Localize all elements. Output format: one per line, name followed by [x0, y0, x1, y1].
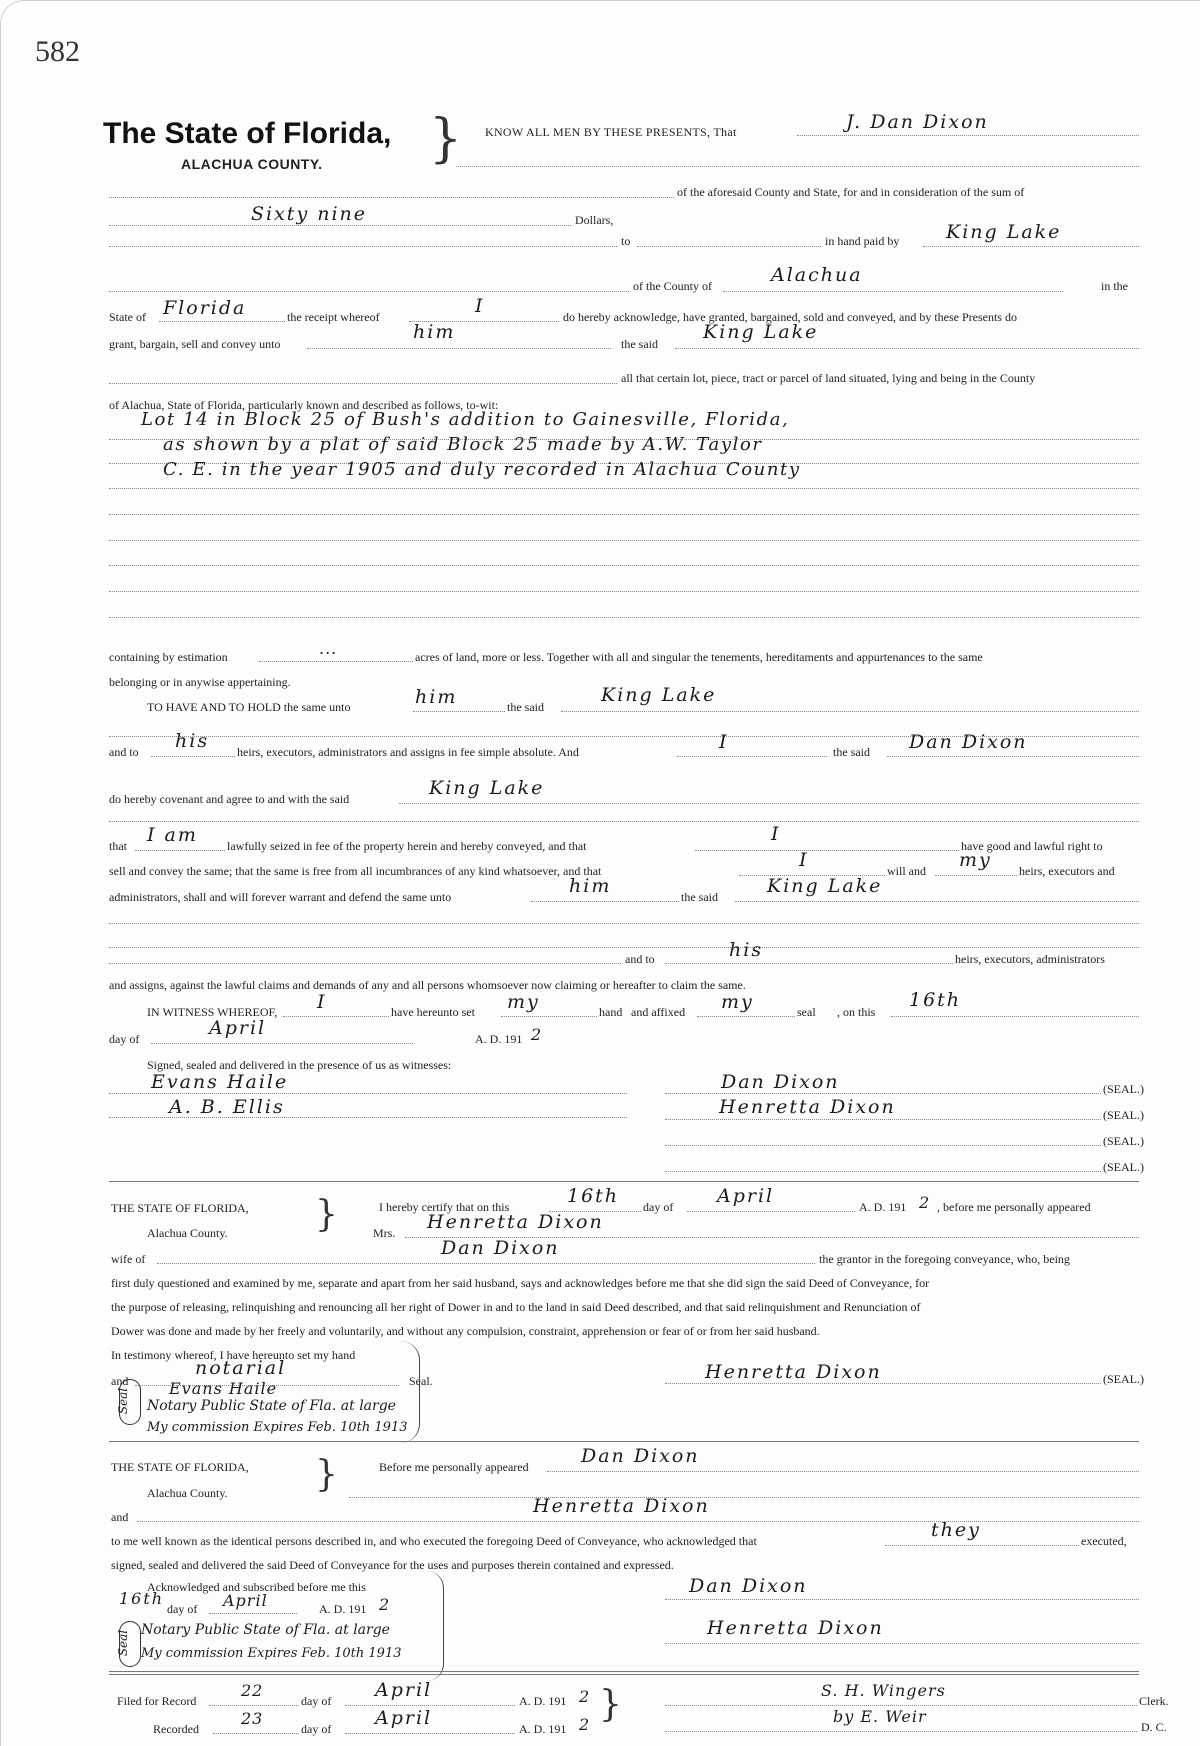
witness-year-hw: 2: [531, 1025, 543, 1044]
ack1-before: , before me personally appeared: [937, 1200, 1091, 1214]
rec-year-hw: 2: [579, 1715, 591, 1734]
ack2-executed: executed,: [1081, 1534, 1127, 1548]
ack2-notary-1-hw: Notary Public State of Fla. at large: [141, 1622, 390, 1638]
day-of-text: day of: [109, 1032, 140, 1046]
signer-1-line: [665, 1093, 1101, 1094]
desc-rule-4: [109, 514, 1139, 515]
seized-text: lawfully seized in fee of the property herein and hereby conveyed, and that: [227, 839, 587, 853]
and-affixed-text: and affixed: [631, 1005, 686, 1019]
his-line-1: [151, 756, 235, 757]
ack2-day-of: day of: [167, 1602, 198, 1616]
heirs-exec-text: heirs, executors and: [1019, 864, 1115, 878]
know-all-text: KNOW ALL MEN BY THESE PRESENTS, That: [485, 125, 737, 139]
desc-rule-6: [109, 565, 1139, 566]
on-this-text: , on this: [837, 1005, 876, 1019]
the-said-text-1: the said: [621, 337, 658, 351]
ack2-and: and: [111, 1510, 129, 1524]
him-hw-1: him: [415, 686, 458, 708]
desc-rule-8: [109, 617, 1139, 618]
page-number: 582: [35, 35, 80, 68]
ack2-rule-1: [349, 1497, 1139, 1498]
to-line-b: [637, 246, 821, 247]
him-line-2: [531, 901, 679, 902]
i-line-1: [677, 756, 827, 757]
filed-day-of: day of: [301, 1694, 332, 1708]
grantee-hw-2: King Lake: [601, 684, 717, 706]
ack1-body-1: first duly questioned and examined by me, separate and apart from her said husband, says and acknowledges before me that she did sign the said Deed of Conveyance, for: [111, 1276, 930, 1290]
and-to-text-1: and to: [109, 745, 139, 759]
estimation-text: containing by estimation: [109, 650, 228, 664]
covenant-rule: [109, 821, 1139, 822]
unto-hw: him: [413, 321, 456, 343]
him-hw-2: him: [569, 875, 612, 897]
state-hw: Florida: [163, 297, 247, 319]
seal-word-text: seal: [797, 1005, 816, 1019]
ack1-seal-word: Seal.: [409, 1374, 433, 1388]
desc-line-3-hw: C. E. in the year 1905 and duly recorded in Alachua County: [163, 459, 801, 480]
ack2-signer-2-hw: Henretta Dixon: [707, 1617, 884, 1639]
ack1-notary-1-hw: Evans Haile: [169, 1379, 278, 1398]
unto-line: [307, 348, 611, 349]
i-hw-3: I: [799, 849, 809, 871]
filed-year-hw: 2: [579, 1687, 591, 1706]
ack1-wife-hw: Henretta Dixon: [427, 1211, 604, 1233]
county-title: ALACHUA COUNTY.: [181, 156, 323, 172]
witness-my-hw-2: my: [721, 991, 754, 1013]
described-text: of Alachua, State of Florida, particularly known and described as follows, to-wit:: [109, 398, 499, 412]
ack2-person1-line: [547, 1471, 1139, 1472]
ack1-seal-label: (SEAL.): [1103, 1372, 1144, 1386]
witness-my-line-2: [697, 1016, 795, 1017]
ack1-signer-hw: Henretta Dixon: [705, 1361, 882, 1383]
signer-2-line: [665, 1119, 1101, 1120]
ack1-month-line: [687, 1211, 855, 1212]
grantor-line: [797, 135, 1139, 136]
i-line-2: [695, 850, 959, 851]
ack2-seal-stamp-text: Seal: [116, 1629, 131, 1657]
covenant-text: do hereby covenant and agree to and with the said: [109, 792, 350, 806]
situated-text: all that certain lot, piece, tract or parcel of land situated, lying and being in the County: [621, 371, 1036, 385]
ack1-and: and: [111, 1374, 129, 1388]
witness-month-line: [151, 1043, 413, 1044]
to-text: to: [621, 234, 631, 248]
filed-month-line: [345, 1705, 515, 1706]
grantee-line-4: [735, 901, 1139, 902]
to-line-a: [109, 246, 617, 247]
ack1-state: THE STATE OF FLORIDA,: [111, 1201, 249, 1215]
ack1-signer-line: [665, 1383, 1101, 1384]
ack1-notary-2-hw: Notary Public State of Fla. at large: [147, 1398, 396, 1414]
seal-label-2: (SEAL.): [1103, 1108, 1144, 1122]
acres-text: acres of land, more or less. Together with all and singular the tenements, hereditaments and appurtenances to the same: [415, 650, 983, 664]
grantee-line-3: [399, 803, 1139, 804]
i-hw-1: I: [719, 731, 729, 753]
dollars-text: Dollars,: [575, 213, 614, 227]
signer-3-line: [665, 1145, 1101, 1146]
dc-text: D. C.: [1141, 1720, 1167, 1734]
ack2-signer-2-line: [665, 1643, 1139, 1644]
desc-rule-3: [109, 488, 1139, 489]
desc-line-1-hw: Lot 14 in Block 25 of Bush's addition to Gainesville, Florida,: [141, 409, 790, 430]
ack1-day-of: day of: [643, 1200, 674, 1214]
ack1-brace: }: [315, 1194, 338, 1235]
him-line-1: [413, 711, 505, 712]
his-hw-2: his: [729, 939, 764, 961]
ack1-notary-seal: [116, 1379, 141, 1425]
filed-day-hw: 22: [241, 1681, 264, 1700]
header-line-2: [456, 166, 1139, 167]
desc-rule-7: [109, 591, 1139, 592]
ack2-signer-1-hw: Dan Dixon: [689, 1575, 808, 1597]
and-to-text-2: and to: [625, 952, 655, 966]
ack2-they-line: [885, 1545, 1079, 1546]
ack1-notary-3-hw: My commission Expires Feb. 10th 1913: [147, 1420, 408, 1435]
ack1-grantor-text: the grantor in the foregoing conveyance, who, being: [819, 1252, 1070, 1266]
filed-ad: A. D. 191: [519, 1694, 567, 1708]
ack1-notarial-hw: notarial: [195, 1357, 287, 1379]
will-and-text: will and: [887, 864, 926, 878]
clerk-line: [665, 1705, 1137, 1706]
header-brace: }: [429, 109, 463, 169]
ack2-month-line: [209, 1613, 297, 1614]
sell-text: sell and convey the same; that the same is free from all incumbrances of any kind whatsoever, and that: [109, 864, 602, 878]
his-line-2: [665, 963, 953, 964]
grantor-line-2: [887, 756, 1139, 757]
i-am-hw: I am: [147, 824, 198, 846]
admin-rule-2: [109, 947, 1139, 948]
ack2-person1-hw: Dan Dixon: [581, 1445, 700, 1467]
seal-label-4: (SEAL.): [1103, 1160, 1144, 1174]
witness-day-hw: 16th: [909, 989, 962, 1011]
clerk-text: Clerk.: [1139, 1694, 1169, 1708]
rec-day-hw: 23: [241, 1709, 264, 1728]
section-divider-1: [109, 1181, 1139, 1182]
heirs-text: heirs, executors, administrators and assigns in fee simple absolute. And: [237, 745, 579, 759]
county-hw: Alachua: [771, 264, 863, 286]
in-hand-text: in hand paid by: [825, 234, 900, 248]
seal-label-1: (SEAL.): [1103, 1082, 1144, 1096]
i-am-line: [135, 850, 225, 851]
seal-label-3: (SEAL.): [1103, 1134, 1144, 1148]
rec-ad: A. D. 191: [519, 1722, 567, 1736]
rec-month-hw: April: [375, 1707, 433, 1729]
signer-4-line: [665, 1171, 1101, 1172]
assigns-text: and assigns, against the lawful claims and demands of any and all persons whomsoever now claiming or hereafter to claim the same.: [109, 978, 746, 992]
hand-text: hand: [599, 1005, 623, 1019]
situated-line: [109, 383, 617, 384]
county-line-a: [109, 291, 629, 292]
desc-rule-5: [109, 540, 1139, 541]
to-have-text: TO HAVE AND TO HOLD the same unto: [147, 700, 351, 714]
of-county-text: of the County of: [633, 279, 712, 293]
ack2-before: Before me personally appeared: [379, 1460, 529, 1474]
clerk-hw: S. H. Wingers: [821, 1681, 946, 1700]
hereunto-set-text: have hereunto set: [391, 1005, 475, 1019]
admin-text: administrators, shall and will forever warrant and defend the same unto: [109, 890, 452, 904]
grantor-hw-2: Dan Dixon: [909, 731, 1028, 753]
state-of-text: State of: [109, 310, 146, 324]
payer-line: [923, 246, 1139, 247]
signed-text: Signed, sealed and delivered in the presence of us as witnesses:: [147, 1058, 452, 1072]
grantor-pron-hw: I: [475, 295, 485, 317]
witness-ad-text: A. D. 191: [475, 1032, 523, 1046]
good-right-text: have good and lawful right to: [961, 839, 1103, 853]
ack2-paren: [427, 1571, 444, 1681]
heirs-exec-admin-text: heirs, executors, administrators: [955, 952, 1105, 966]
aforesaid-text: of the aforesaid County and State, for and in consideration of the sum of: [677, 185, 1025, 199]
ack2-person2-line: [137, 1521, 1139, 1522]
and-to-line-a: [109, 963, 621, 964]
filing-brace: }: [599, 1684, 622, 1725]
state-title: The State of Florida,: [103, 117, 392, 150]
ack1-seal-stamp-text: Seal: [116, 1387, 131, 1415]
ack1-certify-text: I hereby certify that on this: [379, 1200, 510, 1214]
ack1-month-hw: April: [717, 1185, 775, 1207]
grantee-line-1: [675, 348, 1139, 349]
grant-text: grant, bargain, sell and convey unto: [109, 337, 281, 351]
i-hw-2: I: [771, 823, 781, 845]
ack2-year-hw: 2: [379, 1595, 391, 1614]
ack2-they-hw: they: [931, 1519, 981, 1541]
acknowledge-text: do hereby acknowledge, have granted, bargained, sold and conveyed, and by these Presents do: [563, 310, 1017, 324]
the-said-text-4: the said: [681, 890, 718, 904]
witness-2-hw: A. B. Ellis: [169, 1096, 285, 1118]
admin-rule-1: [109, 923, 1139, 924]
dc-line: [665, 1731, 1137, 1732]
ack2-day-hw: 16th: [119, 1589, 165, 1608]
ack2-notary-seal: [116, 1621, 141, 1667]
rec-day-of: day of: [301, 1722, 332, 1736]
witness-1-line: [109, 1093, 627, 1094]
belonging-text: belonging or in anywise appertaining.: [109, 675, 291, 689]
sum-line: [109, 225, 571, 226]
in-witness-text: IN WITNESS WHEREOF,: [147, 1005, 278, 1019]
ack2-notary-2-hw: My commission Expires Feb. 10th 1913: [141, 1646, 402, 1661]
ack1-husband-hw: Dan Dixon: [441, 1237, 560, 1259]
that-text: that: [109, 839, 127, 853]
witness-2-line: [109, 1117, 627, 1118]
ack1-ad: A. D. 191: [859, 1200, 907, 1214]
ack1-year-hw: 2: [919, 1193, 931, 1212]
ack2-ack-sub: Acknowledged and subscribed before me this: [147, 1580, 366, 1594]
grantee-hw-4: King Lake: [767, 875, 883, 897]
recorded-text: Recorded: [153, 1722, 199, 1736]
filed-day-line: [209, 1705, 299, 1706]
ack2-ad: A. D. 191: [319, 1602, 367, 1616]
witness-i-line: [283, 1016, 389, 1017]
ack1-husband-line: [157, 1263, 815, 1264]
grantee-hw-3: King Lake: [429, 777, 545, 799]
ack2-known-text: to me well known as the identical persons described in, and who executed the foregoing Deed of Conveyance, who acknowledged that: [111, 1534, 757, 1548]
filed-month-hw: April: [375, 1679, 433, 1701]
grantor-hw: J. Dan Dixon: [846, 111, 989, 133]
grantee-line-2: [561, 711, 1139, 712]
ack2-signed-text: signed, sealed and delivered the said Deed of Conveyance for the uses and purposes therein contained and expressed.: [111, 1558, 674, 1572]
ack2-brace: }: [315, 1454, 338, 1495]
rec-day-line: [213, 1733, 299, 1734]
ack1-day-hw: 16th: [567, 1185, 620, 1207]
ack2-month-hw: April: [223, 1591, 268, 1610]
ack1-testimony: In testimony whereof, I have hereunto set my hand: [111, 1348, 356, 1362]
witness-i-hw: I: [317, 991, 327, 1013]
section-divider-2: [109, 1441, 1139, 1442]
in-the-text: in the: [1101, 279, 1128, 293]
county-line-b: [723, 291, 1063, 292]
acres-hw: ...: [319, 639, 338, 658]
my-hw-1: my: [959, 849, 992, 871]
the-said-text-3: the said: [833, 745, 870, 759]
acres-line: [259, 661, 413, 662]
ack2-state: THE STATE OF FLORIDA,: [111, 1460, 249, 1474]
consideration-line: [109, 197, 674, 198]
dc-hw: by E. Weir: [833, 1707, 927, 1726]
grantee-hw-1: King Lake: [703, 321, 819, 343]
ack2-person2-hw: Henretta Dixon: [533, 1495, 710, 1517]
ack1-mrs: Mrs.: [373, 1226, 396, 1240]
the-said-text-2: the said: [507, 700, 544, 714]
ack1-county: Alachua County.: [147, 1226, 228, 1240]
witness-day-line: [891, 1016, 1139, 1017]
witness-my-line-1: [501, 1016, 597, 1017]
receipt-text: the receipt whereof: [287, 310, 380, 324]
rec-month-line: [345, 1733, 515, 1734]
ack2-county: Alachua County.: [147, 1486, 228, 1500]
payer-hw: King Lake: [946, 221, 1062, 243]
desc-line-2-hw: as shown by a plat of said Block 25 made by A.W. Taylor: [163, 434, 763, 455]
section-divider-3: [109, 1671, 1139, 1672]
ack1-wife-of: wife of: [111, 1252, 146, 1266]
ack2-signer-1-line: [665, 1599, 1139, 1600]
my-line-1: [935, 875, 1017, 876]
filed-text: Filed for Record: [117, 1694, 197, 1708]
signer-2-hw: Henretta Dixon: [719, 1096, 896, 1118]
witness-month-hw: April: [209, 1017, 267, 1039]
witness-my-hw-1: my: [507, 991, 540, 1013]
his-hw-1: his: [175, 730, 210, 752]
witness-1-hw: Evans Haile: [151, 1071, 289, 1093]
sum-hw: Sixty nine: [251, 203, 368, 225]
ack1-body-3: Dower was done and made by her freely and voluntarily, and without any compulsion, constraint, apprehension or fear of or from her said husband.: [111, 1324, 820, 1338]
section-divider-3b: [109, 1674, 1139, 1675]
state-line: [159, 321, 285, 322]
signer-1-hw: Dan Dixon: [721, 1071, 840, 1093]
ack1-body-2: the purpose of releasing, relinquishing and renouncing all her right of Dower in and to the land in said Deed described, and that said relinquishment and Renunciation of: [111, 1300, 921, 1314]
